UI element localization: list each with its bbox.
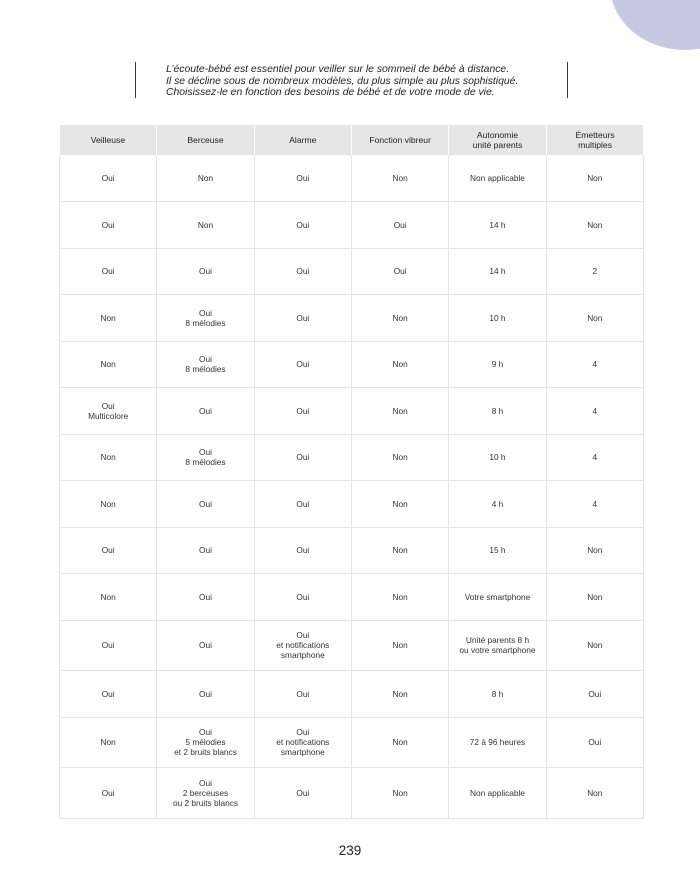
table-cell (254, 481, 351, 528)
table-cell (60, 202, 157, 249)
table-cell (351, 434, 448, 481)
cell-text: 8 h (491, 405, 504, 416)
cell-text: Non (392, 787, 408, 798)
table-cell (60, 717, 157, 768)
table-cell (157, 434, 254, 481)
cell-text: Non applicable (470, 787, 525, 798)
table-row (60, 717, 644, 768)
column-header (449, 125, 546, 155)
cell-text: Non (587, 173, 603, 183)
cell-text: Non (100, 498, 116, 509)
cell-text: Oui (296, 405, 310, 416)
table-cell (546, 434, 643, 481)
cell-text: Oui (199, 640, 212, 651)
cell-text: Unité parents 8 h (465, 635, 530, 646)
table-cell (449, 717, 546, 768)
table-row (60, 341, 644, 388)
cell-text: 72 à 96 heures (469, 737, 526, 748)
table-cell (157, 768, 254, 819)
cell-text: Non (100, 737, 116, 748)
table-cell (254, 202, 351, 249)
table-cell (351, 574, 448, 621)
table-cell (60, 155, 157, 202)
cell-text: 8 mélodies (185, 317, 226, 328)
table-cell (351, 481, 448, 528)
table-cell (157, 248, 254, 295)
table-row (60, 202, 644, 249)
cell-text: Oui (199, 266, 212, 277)
cell-text: Oui (199, 307, 212, 318)
cell-text: Oui (101, 173, 115, 183)
table-cell (157, 202, 254, 249)
table-cell (157, 574, 254, 621)
table-cell (254, 620, 351, 671)
cell-text: Oui (393, 219, 407, 230)
column-header-label: multiples (578, 140, 613, 150)
column-header-label: Alarme (289, 135, 317, 145)
table-row (60, 248, 644, 295)
cell-text: 14 h (489, 266, 506, 277)
intro-line: Choisissez-le en fonction des besoins de bébé et de votre mode de vie. (166, 87, 495, 98)
cell-text: Non (392, 498, 408, 509)
cell-text: 10 h (489, 452, 506, 463)
cell-text: Non (392, 173, 408, 183)
cell-text: Non (197, 173, 214, 183)
cell-text: Oui (101, 266, 115, 277)
table-cell (157, 341, 254, 388)
table-cell (449, 527, 546, 574)
cell-text: Non (392, 312, 408, 323)
cell-text: Non (392, 688, 408, 699)
table-cell (254, 434, 351, 481)
table-cell (546, 620, 643, 671)
cell-text: Oui (101, 640, 115, 651)
table-cell (60, 295, 157, 342)
column-header-label: Veilleuse (90, 135, 126, 145)
cell-text: Non (392, 452, 408, 463)
table-cell (254, 527, 351, 574)
table-cell (60, 768, 157, 819)
cell-text: Non (100, 359, 116, 370)
cell-text: Oui (199, 405, 212, 416)
table-cell (546, 527, 643, 574)
cell-text: 8 mélodies (185, 457, 226, 468)
table-cell (351, 341, 448, 388)
cell-text: Oui (296, 359, 310, 370)
table-cell (449, 248, 546, 295)
cell-text: Oui (296, 498, 310, 509)
cell-text: Oui (199, 727, 212, 738)
cell-text: Oui (588, 737, 602, 748)
column-header (546, 125, 643, 155)
cell-text: ou 2 bruits blancs (172, 797, 238, 808)
table-cell (254, 717, 351, 768)
cell-text: smartphone (280, 650, 325, 661)
cell-text: Oui (101, 787, 115, 798)
table-row (60, 155, 644, 202)
table-cell (157, 620, 254, 671)
cell-text: 4 h (491, 498, 504, 509)
cell-text: Non (587, 787, 603, 798)
table-cell (449, 671, 546, 718)
cell-text: Oui (199, 688, 212, 699)
cell-text: Oui (199, 545, 212, 556)
cell-text: Oui (199, 447, 212, 458)
table-cell (157, 295, 254, 342)
cell-text: Oui (296, 312, 310, 323)
cell-text: 5 mélodies (185, 737, 226, 748)
table-cell (351, 620, 448, 671)
column-header (254, 125, 351, 155)
table-cell (157, 717, 254, 768)
column-header (351, 125, 448, 155)
table-cell (351, 295, 448, 342)
cell-text: Non (587, 591, 603, 602)
cell-text: Multicolore (88, 410, 129, 421)
table-cell (546, 155, 643, 202)
cell-text: 2 (592, 266, 598, 277)
cell-text: Votre smartphone (464, 591, 531, 602)
column-header-label: unité parents (472, 140, 523, 150)
table-cell (254, 388, 351, 435)
cell-text: Oui (101, 400, 115, 411)
column-header-label: Berceuse (187, 135, 224, 145)
table-row (60, 574, 644, 621)
table-cell (60, 481, 157, 528)
table-cell (351, 248, 448, 295)
table-body (60, 155, 644, 818)
cell-text: Oui (101, 545, 115, 556)
cell-text: 9 h (491, 359, 504, 370)
cell-text: Non (587, 219, 603, 230)
cell-text: Non (587, 312, 603, 323)
intro-line: L’écoute-bébé est essentiel pour veiller sur le sommeil de bébé à distance. (166, 64, 510, 75)
cell-text: 14 h (489, 219, 506, 230)
cell-text: Non (100, 452, 116, 463)
table-cell (351, 155, 448, 202)
cell-text: 8 mélodies (185, 364, 226, 375)
cell-text: Oui (199, 777, 212, 788)
table-row (60, 671, 644, 718)
table-cell (351, 671, 448, 718)
table-cell (546, 574, 643, 621)
table-cell (546, 341, 643, 388)
cell-text: 8 h (491, 688, 504, 699)
table-cell (449, 155, 546, 202)
cell-text: Non (197, 219, 214, 230)
cell-text: Oui (199, 354, 212, 365)
table-cell (254, 155, 351, 202)
table-cell (546, 248, 643, 295)
table-cell (449, 574, 546, 621)
intro-text (136, 62, 567, 99)
table-cell (351, 768, 448, 819)
cell-text: Oui (296, 545, 310, 556)
column-header-label: Autonomie (476, 130, 519, 140)
table-cell (157, 671, 254, 718)
table-cell (157, 388, 254, 435)
cell-text: Oui (393, 266, 407, 277)
table-cell (449, 388, 546, 435)
table-cell (254, 768, 351, 819)
cell-text: Oui (296, 219, 310, 230)
cell-text: et notifications (276, 640, 330, 651)
table-cell (157, 155, 254, 202)
table-cell (449, 481, 546, 528)
cell-text: et notifications (276, 737, 330, 748)
cell-text: Non (100, 312, 116, 323)
cell-text: Oui (199, 591, 212, 602)
table-cell (60, 388, 157, 435)
table-header-row (60, 125, 644, 155)
table-cell (449, 768, 546, 819)
table-cell (60, 248, 157, 295)
cell-text: Oui (296, 688, 310, 699)
corner-decoration (610, 0, 700, 50)
cell-text: ou votre smartphone (459, 645, 536, 656)
table-cell (254, 341, 351, 388)
table-row (60, 620, 644, 671)
table-cell (546, 202, 643, 249)
cell-text: Oui (296, 591, 310, 602)
cell-text: et 2 bruits blancs (174, 747, 237, 758)
table-row (60, 295, 644, 342)
comparison-table (59, 125, 644, 819)
table-cell (60, 671, 157, 718)
table-cell (546, 295, 643, 342)
table-row (60, 481, 644, 528)
table-cell (546, 768, 643, 819)
intro-line: Il se décline sous de nombreux modèles, du plus simple au plus sophistiqué. (166, 75, 519, 87)
page-number: 239 (338, 843, 362, 858)
cell-text: Oui (588, 688, 602, 699)
cell-text: 15 h (489, 545, 506, 556)
cell-text: Non (587, 640, 603, 651)
cell-text: Non (392, 737, 408, 748)
table-cell (449, 341, 546, 388)
table-cell (60, 620, 157, 671)
cell-text: Oui (296, 266, 310, 277)
table-cell (546, 671, 643, 718)
cell-text: Oui (296, 727, 310, 738)
cell-text: 4 (592, 452, 598, 463)
table-cell (351, 388, 448, 435)
cell-text: 4 (592, 498, 598, 509)
cell-text: Non applicable (470, 173, 525, 183)
cell-text: Oui (101, 688, 115, 699)
cell-text: Oui (296, 630, 310, 641)
cell-text: Oui (296, 787, 310, 798)
cell-text: Oui (199, 498, 212, 509)
cell-text: Non (392, 545, 408, 556)
table-row (60, 434, 644, 481)
table-cell (60, 527, 157, 574)
cell-text: Non (100, 591, 116, 602)
cell-text: Non (392, 359, 408, 370)
table-cell (351, 717, 448, 768)
table-cell (157, 481, 254, 528)
table-cell (60, 341, 157, 388)
table-cell (351, 202, 448, 249)
cell-text: Non (392, 591, 408, 602)
table-cell (254, 295, 351, 342)
cell-text: 4 (592, 405, 598, 416)
column-header-label: Émetteurs (575, 130, 615, 140)
cell-text: Oui (296, 173, 310, 183)
column-header (157, 125, 254, 155)
table-cell (546, 388, 643, 435)
table-row (60, 527, 644, 574)
table-cell (157, 527, 254, 574)
cell-text: 2 berceuses (182, 787, 229, 798)
cell-text: smartphone (280, 747, 325, 758)
table-cell (60, 574, 157, 621)
table-cell (449, 620, 546, 671)
cell-text: Non (392, 640, 408, 651)
table-row (60, 388, 644, 435)
cell-text: 10 h (489, 312, 506, 323)
table-cell (60, 434, 157, 481)
table-cell (254, 574, 351, 621)
cell-text: Oui (101, 219, 115, 230)
intro-block (135, 62, 568, 98)
cell-text: 4 (592, 359, 598, 370)
table-cell (546, 481, 643, 528)
column-header-label: Fonction vibreur (369, 135, 431, 145)
table-row (60, 768, 644, 819)
cell-text: Oui (296, 452, 310, 463)
table-cell (449, 295, 546, 342)
table-cell (449, 202, 546, 249)
table-cell (546, 717, 643, 768)
table-cell (351, 527, 448, 574)
table-cell (254, 248, 351, 295)
table-cell (449, 434, 546, 481)
cell-text: Non (392, 405, 408, 416)
table-cell (254, 671, 351, 718)
cell-text: Non (587, 545, 603, 556)
column-header (60, 125, 157, 155)
